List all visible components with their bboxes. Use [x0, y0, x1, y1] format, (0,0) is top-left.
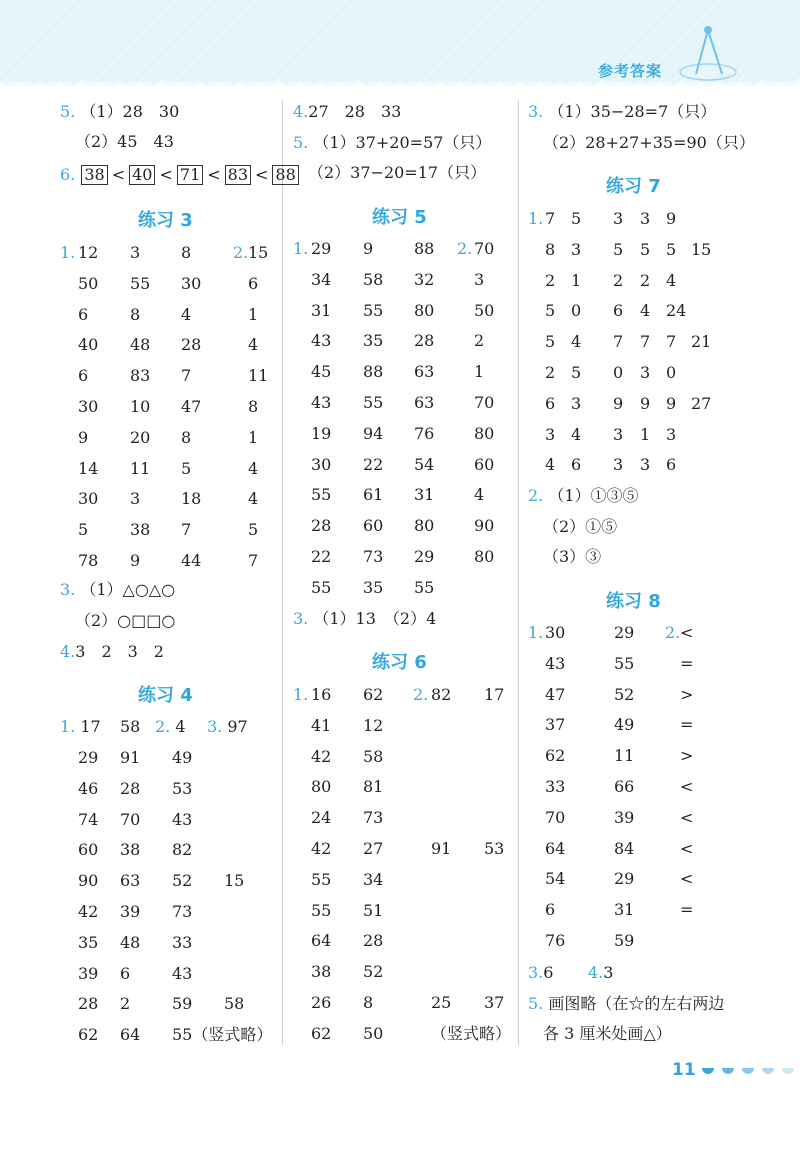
- answer-cell: 82: [431, 685, 452, 704]
- answer-cell: 64: [545, 838, 566, 858]
- answer-cell: 51: [363, 900, 384, 920]
- boxed-number: 88: [272, 165, 298, 185]
- answer-cell: 26: [311, 993, 332, 1012]
- answer-cell: <: [680, 777, 694, 796]
- answer-cell: 30: [545, 623, 566, 642]
- answer-cell: 39: [614, 807, 635, 827]
- answer-cell: 55: [614, 653, 635, 673]
- answer-cell: 3: [571, 239, 582, 259]
- answer-cell: 39: [120, 902, 141, 921]
- answer-cell: 7: [640, 332, 651, 352]
- answer-cell: 7: [666, 332, 677, 352]
- boxed-number: 40: [129, 165, 155, 185]
- answer-cell: 53: [172, 778, 193, 798]
- section-title-ex3: 练习 3: [138, 210, 193, 231]
- question-number: 1.: [60, 243, 76, 262]
- answer-cell: 82: [172, 840, 193, 860]
- answer-cell: 30: [78, 489, 99, 509]
- answer-cell: 43: [172, 809, 193, 829]
- answer-cell: 42: [311, 746, 332, 766]
- answer-cell: 9: [78, 427, 89, 447]
- answer-cell: 7: [181, 366, 192, 386]
- question-5: 5. （1）37+20=57（只）: [293, 133, 492, 152]
- answer-cell: 3: [613, 209, 624, 228]
- question-number: 2.: [665, 623, 681, 642]
- boxed-number: 71: [177, 165, 203, 185]
- answer-cell: 29: [614, 623, 635, 642]
- answer-cell: 3: [640, 455, 651, 475]
- answer-cell: >: [680, 746, 694, 766]
- answer-cell: 70: [474, 393, 495, 412]
- answer-cell: 30: [181, 273, 202, 293]
- answer-cell: 48: [130, 335, 151, 355]
- answer-cell: 55（竖式略）: [172, 1025, 273, 1045]
- answer-cell: 0: [571, 301, 582, 321]
- answer-cell: 22: [363, 454, 384, 474]
- answer-cell: 9: [130, 551, 141, 570]
- answer-cell: （竖式略）: [431, 1023, 512, 1043]
- answer-cell: 21: [691, 332, 712, 352]
- answer-cell: 58: [224, 994, 245, 1014]
- answer-cell: 94: [363, 423, 384, 443]
- answer-cell: 50: [78, 273, 99, 293]
- answer-cell: 31: [311, 300, 332, 320]
- answer-cell: 39: [78, 963, 99, 983]
- answer-cell: 16: [311, 685, 332, 704]
- answer-cell: 6: [78, 366, 89, 386]
- answer-cell: 19: [311, 423, 332, 443]
- answer-cell: 73: [363, 547, 384, 566]
- answer-cell: 84: [614, 838, 635, 858]
- answer-cell: 4: [474, 485, 485, 505]
- answer-cell: 4: [248, 489, 259, 509]
- answer-cell: 3: [545, 424, 556, 444]
- answer-cell: 50: [363, 1023, 384, 1043]
- question-3-part-2: （2）28+27+35=90（只）: [543, 133, 755, 152]
- answer-cell: 28: [311, 516, 332, 536]
- answer-cell: 50: [474, 300, 495, 320]
- question-3: 3. （1）13 （2）4: [293, 609, 437, 628]
- answer-cell: =: [680, 653, 694, 673]
- answer-cell: 6: [248, 273, 259, 293]
- question-number: 2.: [413, 685, 429, 704]
- answer-cell: 60: [78, 840, 99, 860]
- answer-cell: 81: [363, 777, 384, 797]
- answer-cell: 8: [248, 397, 259, 416]
- answer-cell: 5: [666, 239, 677, 259]
- answer-cell: 9: [640, 393, 651, 413]
- answer-cell: 7: [181, 520, 192, 540]
- answer-cell: 70: [474, 239, 495, 258]
- question-number: 1.: [293, 239, 309, 258]
- answer-cell: 52: [614, 684, 635, 704]
- answer-cell: 60: [363, 516, 384, 536]
- answer-cell: 62: [311, 1023, 332, 1043]
- answer-cell: 47: [181, 397, 202, 416]
- answer-cell: 4: [181, 304, 192, 324]
- answer-cell: 2: [120, 994, 131, 1014]
- answer-cell: 10: [130, 397, 151, 416]
- answer-cell: 2: [545, 270, 556, 290]
- answer-cell: 55: [311, 577, 332, 597]
- answer-cell: 4: [666, 270, 677, 290]
- answer-cell: 4: [248, 335, 259, 355]
- page-number: 11: [672, 1060, 696, 1080]
- answer-cell: 3: [130, 243, 141, 262]
- answer-cell: 27: [363, 839, 384, 858]
- answer-cell: 73: [172, 902, 193, 921]
- answer-cell: 5: [545, 301, 556, 321]
- answer-cell: 4: [571, 424, 582, 444]
- answer-cell: 78: [78, 551, 99, 570]
- answer-cell: 1: [248, 427, 259, 447]
- question-3: 3.6: [528, 963, 554, 982]
- answer-cell: 35: [363, 577, 384, 597]
- answer-cell: 58: [363, 746, 384, 766]
- answer-cell: 1: [640, 424, 651, 444]
- answer-cell: 91: [120, 748, 141, 767]
- decorative-dots: [702, 1068, 794, 1074]
- answer-cell: 3: [640, 363, 651, 382]
- answer-cell: 76: [414, 423, 435, 443]
- section-title-ex4: 练习 4: [138, 685, 193, 706]
- answer-cell: 55: [311, 900, 332, 920]
- answer-cell: 80: [311, 777, 332, 797]
- answer-cell: 8: [545, 239, 556, 259]
- answer-cell: 48: [120, 932, 141, 952]
- answer-cell: 90: [474, 516, 495, 536]
- answer-cell: 35: [78, 932, 99, 952]
- section-title-ex7: 练习 7: [606, 176, 661, 197]
- section-title-ex5: 练习 5: [372, 207, 427, 228]
- answer-cell: 5: [248, 520, 259, 540]
- header-band: [0, 0, 800, 95]
- answer-cell: 29: [614, 869, 635, 889]
- answer-cell: 6: [545, 900, 556, 920]
- answer-cell: 45: [311, 362, 332, 382]
- answer-cell: 6: [571, 455, 582, 475]
- answer-cell: 7: [545, 209, 556, 228]
- answer-cell: 15: [691, 239, 712, 259]
- answer-cell: 63: [120, 871, 141, 891]
- ex4-cell: 3. 97: [207, 717, 248, 736]
- answer-cell: 33: [172, 932, 193, 952]
- answer-cell: 20: [130, 427, 151, 447]
- answer-cell: 0: [666, 363, 677, 382]
- answer-cell: 64: [311, 931, 332, 951]
- answer-cell: 63: [414, 393, 435, 412]
- column-divider: [518, 100, 519, 1045]
- answer-cell: <: [680, 807, 694, 827]
- answer-cell: 5: [78, 520, 89, 540]
- answer-cell: 7: [613, 332, 624, 352]
- answer-cell: 62: [78, 1025, 99, 1045]
- question-5-part-2: （2）45 43: [75, 132, 174, 151]
- answer-cell: 9: [666, 209, 677, 228]
- answer-cell: 90: [78, 871, 99, 891]
- question-number: 1.: [528, 209, 544, 228]
- answer-cell: 43: [311, 331, 332, 351]
- answer-cell: 80: [414, 516, 435, 536]
- answer-cell: 3: [474, 269, 485, 289]
- ex4-cell: 2. 4: [155, 717, 186, 736]
- answer-cell: 55: [311, 869, 332, 889]
- answer-cell: 54: [414, 454, 435, 474]
- answer-cell: 28: [78, 994, 99, 1014]
- answer-cell: 6: [545, 393, 556, 413]
- answer-cell: 64: [120, 1025, 141, 1045]
- footer-dots: [700, 1064, 800, 1080]
- answer-cell: 32: [414, 269, 435, 289]
- answer-cell: 2: [613, 270, 624, 290]
- answer-cell: 60: [474, 454, 495, 474]
- answer-cell: 8: [181, 243, 192, 262]
- answer-cell: 6: [613, 301, 624, 321]
- question-5-part-2: 各 3 厘米处画△）: [543, 1024, 672, 1043]
- answer-cell: 43: [172, 963, 193, 983]
- answer-cell: 66: [614, 777, 635, 796]
- answer-cell: 38: [120, 840, 141, 860]
- answer-cell: 83: [130, 366, 151, 386]
- answer-cell: 41: [311, 715, 332, 735]
- answer-cell: 63: [414, 362, 435, 382]
- answer-cell: 80: [474, 423, 495, 443]
- question-4: 4.27 28 33: [293, 102, 402, 121]
- answer-cell: 3: [640, 209, 651, 228]
- answer-cell: 55: [363, 393, 384, 412]
- answer-cell: 29: [78, 748, 99, 767]
- section-title-ex8: 练习 8: [606, 591, 661, 612]
- answer-cell: 40: [78, 335, 99, 355]
- answer-cell: 24: [666, 301, 687, 321]
- answer-cell: 3: [613, 424, 624, 444]
- answer-cell: 5: [181, 458, 192, 478]
- answer-cell: 49: [172, 748, 193, 767]
- answer-cell: 70: [545, 807, 566, 827]
- answer-cell: 47: [545, 684, 566, 704]
- answer-cell: 6: [78, 304, 89, 324]
- answer-cell: 22: [311, 547, 332, 566]
- answer-cell: 27: [691, 393, 712, 413]
- answer-cell: 58: [363, 269, 384, 289]
- answer-cell: 3: [613, 455, 624, 475]
- answer-cell: 28: [120, 778, 141, 798]
- answer-cell: 88: [414, 239, 435, 258]
- answer-cell: 9: [613, 393, 624, 413]
- answer-cell: 7: [248, 551, 259, 570]
- answer-cell: 31: [614, 900, 635, 920]
- answer-cell: >: [680, 684, 694, 704]
- answer-cell: 1: [571, 270, 582, 290]
- ex4-row-1: 1. 17: [60, 717, 101, 736]
- question-number: 1.: [528, 623, 544, 642]
- question-5: 5. （1）28 30: [60, 102, 180, 121]
- answer-cell: <: [680, 869, 694, 889]
- answer-cell: 8: [130, 304, 141, 324]
- answer-cell: 38: [130, 520, 151, 540]
- question-2-part-3: （3）③: [543, 547, 602, 566]
- answer-cell: 5: [571, 363, 582, 382]
- answer-cell: 4: [248, 458, 259, 478]
- question-number: 2.: [457, 239, 473, 258]
- answer-cell: 8: [363, 993, 374, 1012]
- answer-cell: 70: [120, 809, 141, 829]
- section-title-ex6: 练习 6: [372, 652, 427, 673]
- answer-cell: 15: [248, 243, 269, 262]
- answer-cell: 34: [311, 269, 332, 289]
- question-2-part-2: （2）①⑤: [543, 517, 618, 536]
- answer-cell: 29: [311, 239, 332, 258]
- answer-cell: 55: [130, 273, 151, 293]
- answer-cell: 0: [613, 363, 624, 382]
- answer-cell: 37: [545, 715, 566, 735]
- answer-cell: 1: [248, 304, 259, 324]
- answer-cell: 30: [311, 454, 332, 474]
- answer-cell: 62: [363, 685, 384, 704]
- answer-cell: 1: [474, 362, 485, 382]
- answer-cell: 52: [363, 962, 384, 982]
- boxed-number: 38: [81, 165, 107, 185]
- answer-cell: 11: [614, 746, 635, 766]
- ex4-cell: 58: [120, 717, 141, 736]
- answer-cell: 11: [130, 458, 151, 478]
- answer-cell: 4: [640, 301, 651, 321]
- answer-cell: 24: [311, 808, 332, 828]
- answer-cell: 42: [78, 902, 99, 921]
- question-4: 4.3 2 3 2: [60, 642, 164, 661]
- answer-cell: 5: [571, 209, 582, 228]
- question-5: 5. 画图略（在☆的左右两边: [528, 994, 725, 1013]
- answer-cell: =: [680, 715, 694, 735]
- answer-cell: 42: [311, 839, 332, 858]
- answer-cell: 80: [414, 300, 435, 320]
- answer-cell: 80: [474, 547, 495, 566]
- answer-cell: 37: [484, 993, 505, 1012]
- answer-cell: 88: [363, 362, 384, 382]
- answer-cell: 76: [545, 931, 566, 950]
- answer-cell: 18: [181, 489, 202, 509]
- answer-cell: 43: [545, 653, 566, 673]
- answer-cell: <: [680, 623, 694, 642]
- answer-cell: 52: [172, 871, 193, 891]
- answer-cell: 43: [311, 393, 332, 412]
- answer-cell: 49: [614, 715, 635, 735]
- answer-cell: 5: [545, 332, 556, 352]
- answer-cell: 30: [78, 397, 99, 416]
- answer-cell: 61: [363, 485, 384, 505]
- answer-cell: 9: [666, 393, 677, 413]
- column-divider: [282, 100, 283, 1045]
- answer-cell: 55: [414, 577, 435, 597]
- answer-cell: 28: [414, 331, 435, 351]
- header-title: 参考答案: [598, 62, 663, 80]
- question-number: 2.: [233, 243, 249, 262]
- answer-cell: 31: [414, 485, 435, 505]
- question-6: 6. 38 < 40 < 71 < 83 < 88: [60, 165, 300, 185]
- answer-cell: 28: [181, 335, 202, 355]
- answer-cell: 74: [78, 809, 99, 829]
- answer-cell: 91: [431, 839, 452, 858]
- boxed-number: 83: [225, 165, 251, 185]
- answer-cell: 35: [363, 331, 384, 351]
- question-5-part-2: （2）37−20=17（只）: [308, 163, 487, 182]
- answer-cell: 6: [120, 963, 131, 983]
- answer-cell: =: [680, 900, 694, 920]
- answer-cell: 12: [363, 715, 384, 735]
- answer-cell: 3: [571, 393, 582, 413]
- answer-cell: 46: [78, 778, 99, 798]
- question-2: 2. （1）①③⑤: [528, 486, 639, 505]
- answer-cell: 3: [666, 424, 677, 444]
- answer-cell: 54: [545, 869, 566, 889]
- answer-cell: 59: [172, 994, 193, 1014]
- answer-cell: 9: [363, 239, 374, 258]
- answer-cell: 8: [181, 427, 192, 447]
- answer-cell: 2: [545, 363, 556, 382]
- question-3-part-2: （2）○□□○: [75, 611, 176, 630]
- answer-cell: 73: [363, 808, 384, 828]
- answer-cell: 59: [614, 931, 635, 950]
- answer-cell: 62: [545, 746, 566, 766]
- answer-cell: 44: [181, 551, 202, 570]
- answer-cell: 12: [78, 243, 99, 262]
- question-4: 4.3: [588, 963, 614, 982]
- question-3: 3. （1）35−28=7（只）: [528, 102, 717, 121]
- answer-cell: 33: [545, 777, 566, 796]
- answer-cell: 4: [571, 332, 582, 352]
- answer-cell: 53: [484, 839, 505, 858]
- question-3: 3. （1）△○△○: [60, 580, 176, 599]
- answer-cell: 29: [414, 547, 435, 566]
- answer-cell: <: [680, 838, 694, 858]
- answer-cell: 38: [311, 962, 332, 982]
- answer-cell: 6: [666, 455, 677, 475]
- answer-cell: 4: [545, 455, 556, 475]
- answer-cell: 17: [484, 685, 505, 704]
- answer-cell: 11: [248, 366, 269, 386]
- answer-cell: 28: [363, 931, 384, 951]
- answer-cell: 55: [363, 300, 384, 320]
- answer-cell: 14: [78, 458, 99, 478]
- answer-cell: 5: [640, 239, 651, 259]
- answer-cell: 34: [363, 869, 384, 889]
- answer-cell: 2: [474, 331, 485, 351]
- answer-cell: 3: [130, 489, 141, 509]
- answer-cell: 2: [640, 270, 651, 290]
- answer-cell: 5: [613, 239, 624, 259]
- answer-cell: 25: [431, 993, 452, 1012]
- question-number: 1.: [293, 685, 309, 704]
- answer-cell: 55: [311, 485, 332, 505]
- answer-cell: 15: [224, 871, 245, 891]
